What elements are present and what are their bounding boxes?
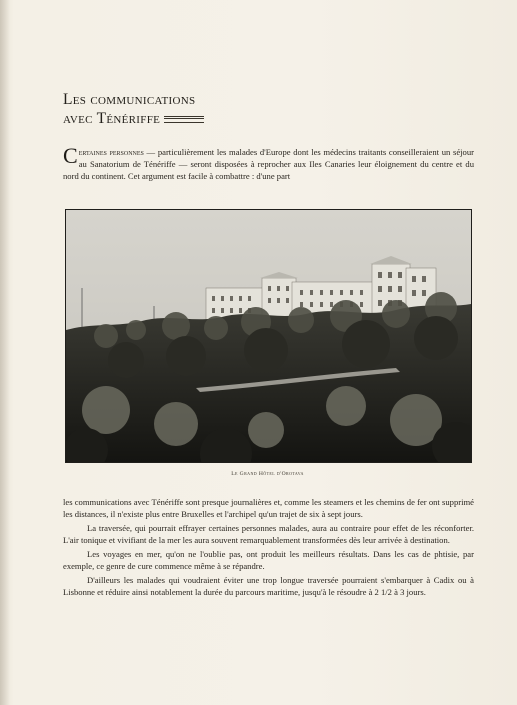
drop-cap: C	[63, 143, 78, 168]
body-paragraph-4: D'ailleurs les malades qui voudraient éviter une trop longue traversée pourraient s'embarquer à Cadix ou à Lisbonne et réduire ainsi notablement la durée du parcours maritime, jusqu'à le résoudre à 2 1/2 à 3 jours.	[63, 575, 474, 597]
heading-line-2-wrap	[63, 109, 204, 128]
body-text	[63, 496, 474, 598]
heading-line-1: Les communications	[63, 91, 196, 108]
heading-rule	[164, 116, 204, 123]
heading-line-2: avec Ténériffe	[63, 110, 161, 127]
body-paragraph-3: Les voyages en mer, qu'on ne l'oublie pas, ont produit les meilleurs résultats. Dans les cas de phtisie, par exemple, ce genre de cure commence même à se répandre.	[63, 549, 474, 571]
intro-lead: ertaines personnes	[78, 147, 144, 157]
body-paragraph-1: les communications avec Ténériffe sont presque journalières et, comme les steamers et les chemins de fer ont supprimé les distances, il n'existe plus entre Bruxelles et l'archipel qu'un trajet de six à sept jours.	[63, 497, 474, 519]
intro-text: — particulièrement les malades d'Europe dont les médecins traitants conseilleraient un séjour au Sanatorium de Ténériffe — seront disposées à reprocher aux Iles Canaries leur éloignement du centre et du nord du continent. Cet argument est facile à combattre : d'une part	[63, 147, 474, 181]
hotel-photograph	[65, 209, 472, 463]
photo-caption: Le Grand Hôtel d'Orotava	[231, 471, 304, 477]
body-paragraph-2: La traversée, qui pourrait effrayer certaines personnes malades, aura au contraire pour effet de les réconforter. L'air tonique et vivifiant de la mer les aura souvent remarquablement transformées dès leur arrivée à destination.	[63, 523, 474, 545]
section-heading	[63, 90, 204, 128]
intro-paragraph	[63, 143, 474, 182]
page-gutter	[0, 0, 10, 705]
